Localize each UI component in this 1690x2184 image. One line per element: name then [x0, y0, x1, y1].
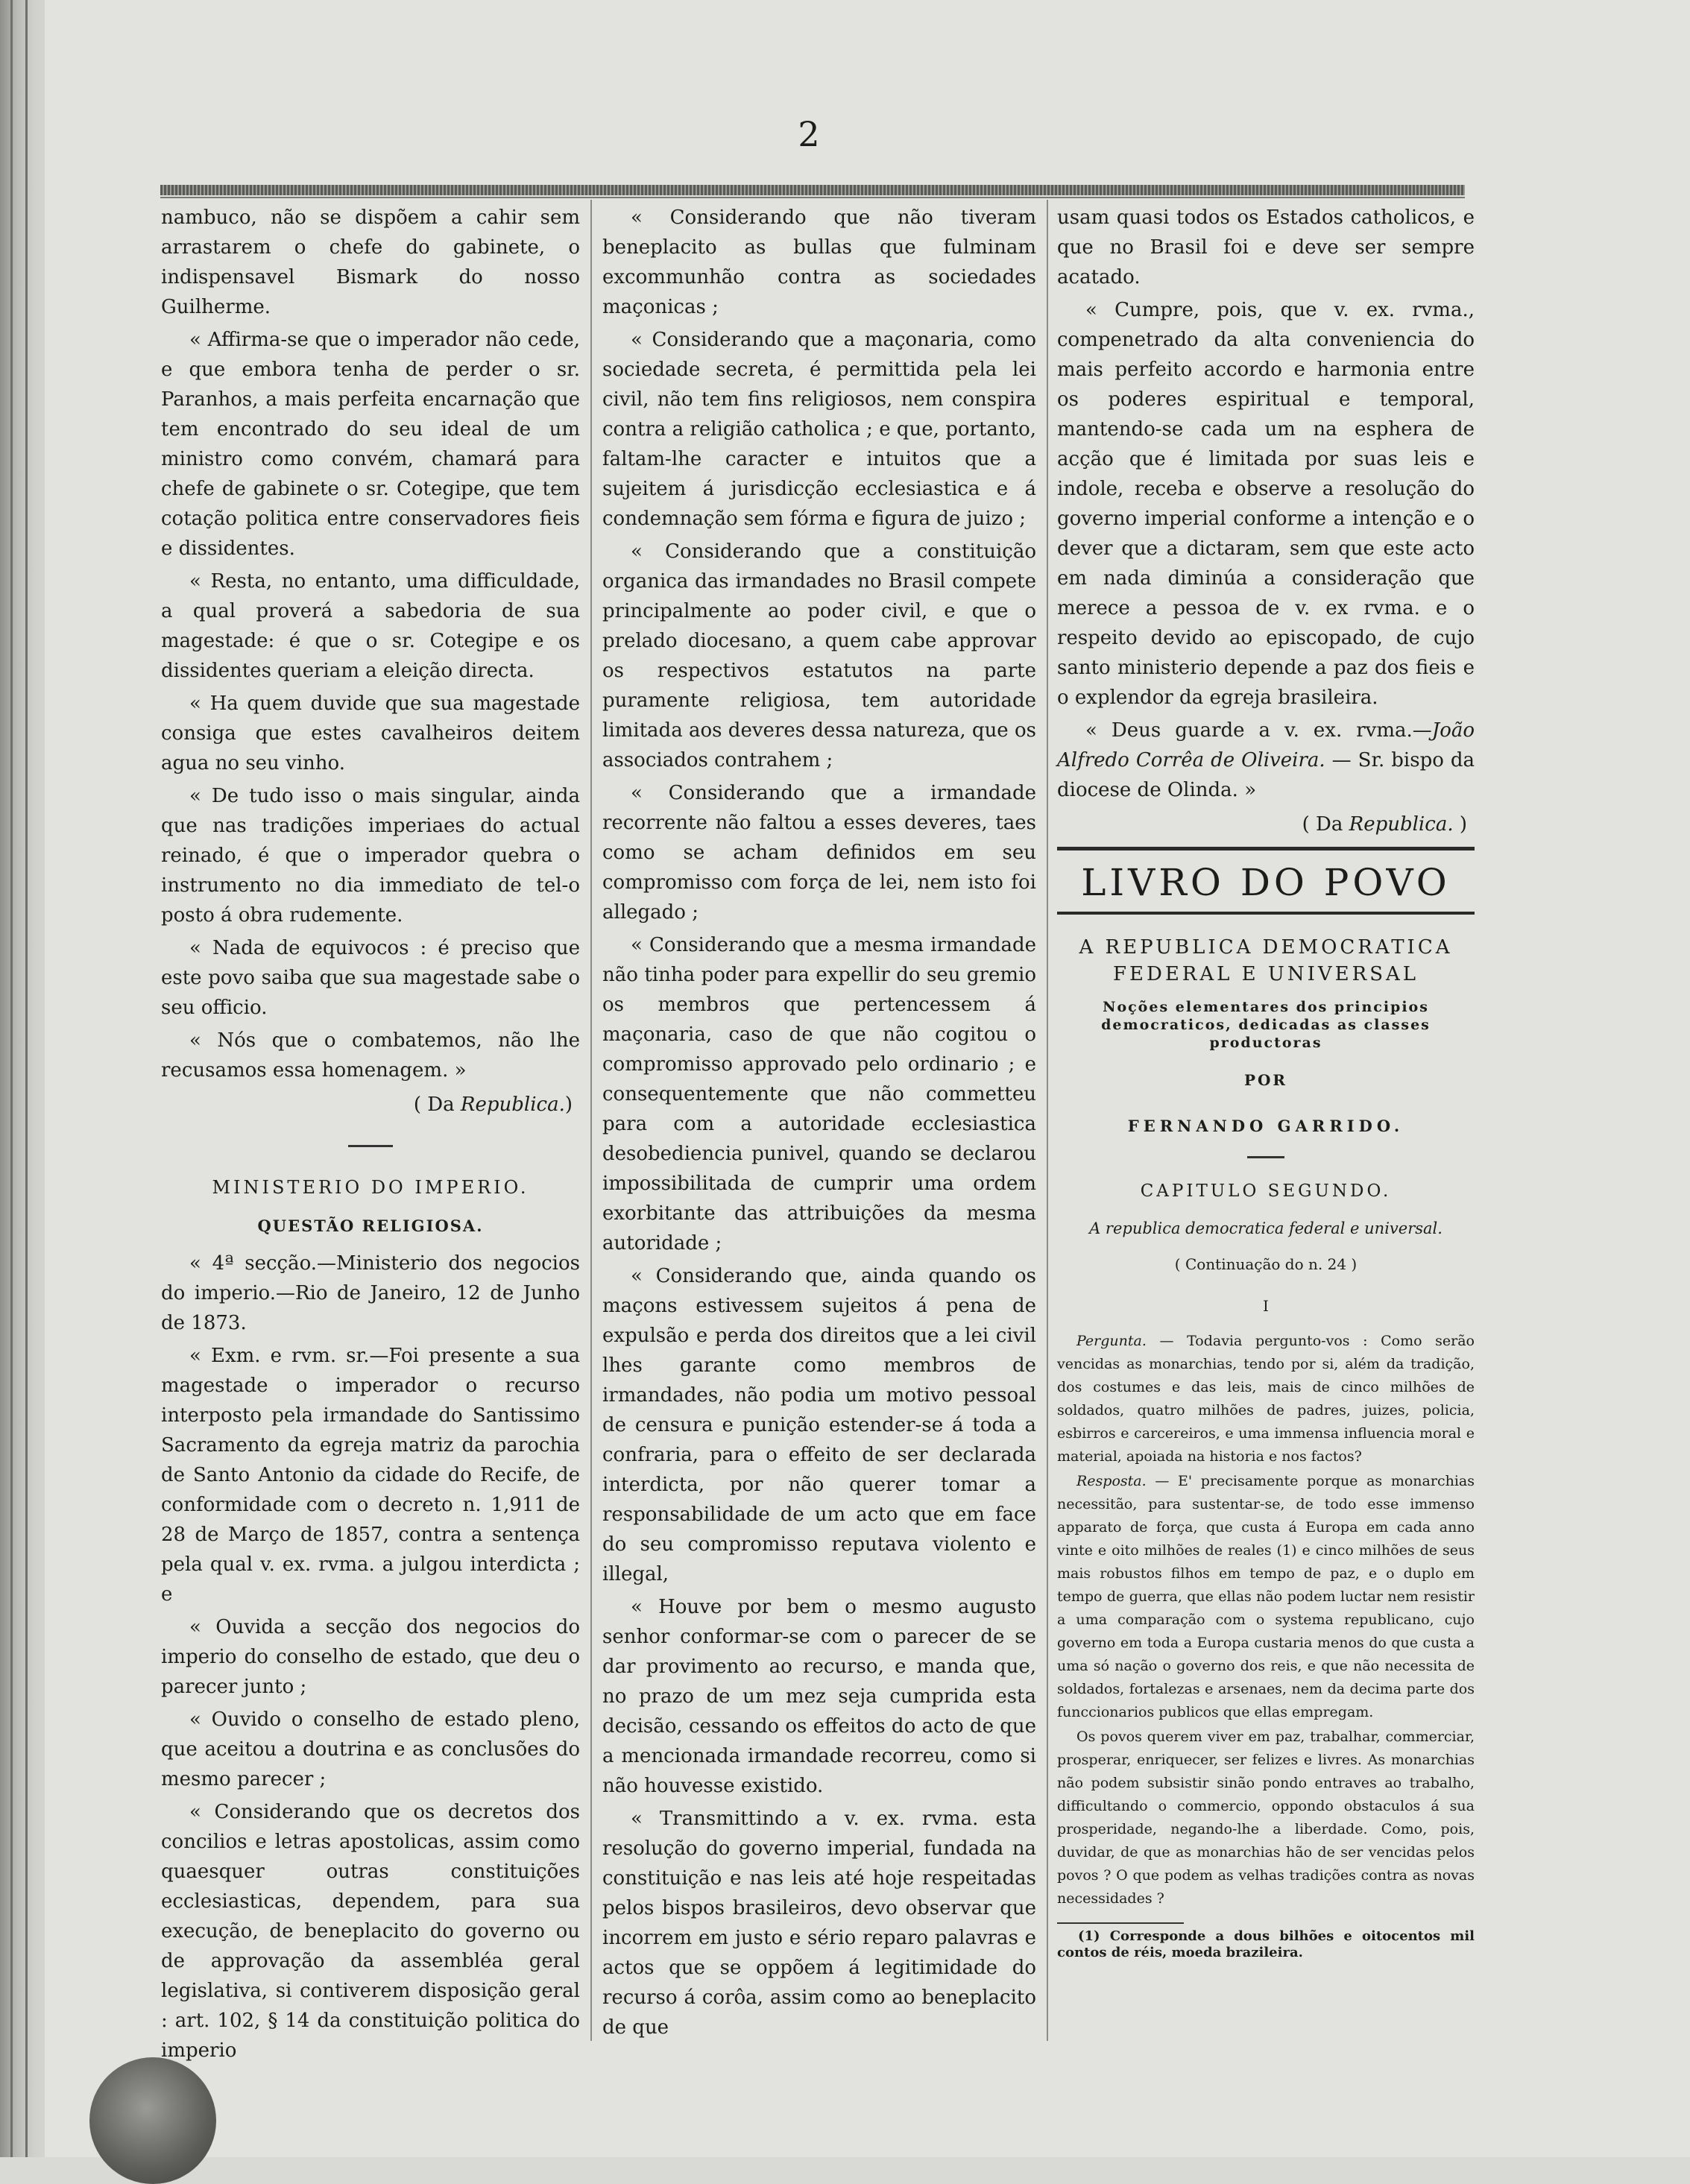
- paragraph: « Ouvido o conselho de estado pleno, que aceitou a doutrina e as conclusões do mesmo parecer ;: [161, 1708, 580, 1790]
- credit-open: ( Da: [413, 1093, 461, 1116]
- republica-subtitle: Noções elementares dos principios democraticos, dedicadas as classes productoras: [1101, 999, 1431, 1051]
- section-thick-rule: [1057, 847, 1475, 850]
- paragraph: Os povos querem viver em paz, trabalhar, commerciar, prosperar, enriquecer, ser felizes e livres. As monarchias não podem subsistir sinão pondo entraves ao trabalho, difficultando o commercio, oppondo obstaculos á sua prosperidade, negando-lhe a liberdade. Como, pois, duvidar, de que as monarchias hão de ser vencidas pelos povos ? O que podem as velhas tradições contra as novas necessidades ?: [1057, 1729, 1475, 1907]
- signatory-name: João Alfredo Corrêa de Oliveira.: [1057, 719, 1475, 771]
- separator-rule: [1247, 1156, 1284, 1158]
- paragraph: « Considerando que, ainda quando os maçons estivessem sujeitos á pena de expulsão e perda dos direitos que a lei civil lhes garante como membros de irmandades, não podia um motivo pessoal de censura e punição estender-se á toda a confraria, para o effeito de ser declarada interdicta, por não querer tomar a responsabilidade de um acto que em face do seu compromisso reputava violento e illegal,: [602, 1265, 1036, 1585]
- column-divider: [1047, 200, 1048, 2041]
- byline-por: POR: [1243, 1071, 1288, 1089]
- column-3: [1057, 203, 1475, 1961]
- paragraph: usam quasi todos os Estados catholicos, e que no Brasil foi e deve ser sempre acatado.: [1057, 206, 1475, 288]
- answer-text: — E' precisamente porque as monarchias necessitão, para sustentar-se, de todo esse immenso apparato de força, que custa á Europa em cada anno vinte e oito milhões de reales (1) e cinco milhões de seus mais robustos filhos em tempo de paz, e o duplo em tempo de guerra, que ellas não podem luctar nem resistir a uma comparação com o systema republicano, cujo governo em toda a Europa custaria menos do que custa a uma só nação o governo dos reis, e que não necessita de soldados, fortalezas e arsenaes, nem da decima parte dos funccionarios publicos que ellas empregam.: [1057, 1473, 1475, 1720]
- column-1: [161, 203, 580, 2068]
- republica-title: [1057, 934, 1475, 988]
- source-credit: [1057, 809, 1467, 839]
- section-number: I: [1263, 1297, 1269, 1315]
- source-credit: [161, 1090, 573, 1120]
- dialogue-text: [1057, 1330, 1475, 1910]
- chapter-title: CAPITULO SEGUNDO.: [1140, 1181, 1392, 1201]
- paragraph: « Exm. e rvm. sr.—Foi presente a sua magestade o imperador o recurso interposto pela irmandade do Santissimo Sacramento da egreja matriz da parochia de Santo Antonio da cidade do Recife, de conformidade com o decreto n. 1,911 de 28 de Março de 1857, contra a sentença pela qual v. ex. rvma. a julgou interdicta ; e: [161, 1345, 580, 1606]
- republica-title-line: FEDERAL E UNIVERSAL: [1112, 963, 1419, 985]
- chapter-subtitle: A republica democratica federal e universal.: [1089, 1219, 1443, 1237]
- closing-text: « Deus guarde a v. ex. rvma.—: [1085, 719, 1432, 742]
- credit-open: ( Da: [1302, 813, 1349, 836]
- thumb-shadow: [89, 2057, 216, 2184]
- section-title: MINISTERIO DO IMPERIO.: [212, 1177, 529, 1198]
- column-2: [602, 203, 1036, 2045]
- page-number: 2: [798, 114, 820, 154]
- question-text: — Todavia pergunto-vos : Como serão vencidas as monarchias, tendo por si, além da tradição, dos costumes e das leis, mais de cinco milhões de soldados, quatro milhões de padres, juizes, policia, esbirros e carcereiros, e uma immensa influencia moral e material, apoiada na historia e nos factos?: [1057, 1333, 1475, 1465]
- paragraph: « Ha quem duvide que sua magestade consiga que estes cavalheiros deitem agua no seu vinho.: [161, 692, 580, 774]
- continuation-note: ( Continuação do n. 24 ): [1174, 1255, 1358, 1273]
- author-name: FERNANDO GARRIDO.: [1127, 1117, 1404, 1135]
- paragraph: « Ouvida a secção dos negocios do imperio do conselho de estado, que deu o parecer junto ;: [161, 1616, 580, 1698]
- paragraph: « Considerando que a mesma irmandade não tinha poder para expellir do seu gremio os membros que pertencessem á maçonaria, caso de que não cogitou o compromisso approvado pelo ordinario ; e consequentemente que não commetteu para com a autoridade ecclesiastica desobediencia punivel, quando se declarou impossibilitada de cumprir uma ordem exorbitante das attribuições da mesma autoridade ;: [602, 934, 1036, 1254]
- paragraph: « Considerando que a irmandade recorrente não faltou a esses deveres, taes como se acham definidos em seu compromisso com força de lei, nem isto foi allegado ;: [602, 782, 1036, 924]
- paragraph: « Cumpre, pois, que v. ex. rvma., compenetrado da alta conveniencia do mais perfeito accordo e harmonia entre os poderes espiritual e temporal, mantendo-se cada um na esphera de acção que é limitada por suas leis e indole, receba e observe a resolução do governo imperial conforme a intenção e o dever que a dictaram, sem que este acto em nada diminúa a consideração que merece a pessoa de v. ex rvma. e o respeito devido ao episcopado, de cujo santo ministerio depende a paz dos fieis e o explendor da egreja brasileira.: [1057, 299, 1475, 709]
- paragraph: « Considerando que a maçonaria, como sociedade secreta, é permittida pela lei civil, não tem fins religiosos, nem conspira contra a religião catholica ; e que, portanto, faltam-lhe caracter e intuitos que a sujeitem á jurisdicção ecclesiastica e á condemnação sem fórma e figura de juizo ;: [602, 329, 1036, 530]
- addressee-text: — Sr. bispo da diocese de Olinda. »: [1057, 749, 1475, 801]
- livro-do-povo-title: LIVRO DO POVO: [1057, 856, 1475, 915]
- signature-paragraph: [1057, 716, 1475, 805]
- answer-label: Resposta.: [1076, 1473, 1147, 1489]
- answer-paragraph: [1057, 1470, 1475, 1724]
- paragraph: « Houve por bem o mesmo augusto senhor conformar-se com o parecer de se dar provimento ao recurso, e manda que, no prazo de um mez seja cumprida esta decisão, cessando os effeitos do acto de que a mencionada irmandade recorreu, como si não houvesse existido.: [602, 1596, 1036, 1797]
- spine-edge-line: [10, 0, 13, 2157]
- header-ornamental-rule: [160, 185, 1465, 195]
- question-paragraph: [1057, 1330, 1475, 1468]
- paragraph: nambuco, não se dispõem a cahir sem arrastarem o chefe do gabinete, o indispensavel Bismark do nosso Guilherme.: [161, 206, 580, 318]
- footnote-rule: [1057, 1922, 1184, 1924]
- credit-close: ): [564, 1093, 573, 1116]
- paragraph: « Resta, no entanto, uma difficuldade, a qual proverá a sabedoria de sua magestade: é que o sr. Cotegipe e os dissidentes queriam a eleição directa.: [161, 570, 580, 682]
- paragraph: « Considerando que não tiveram beneplacito as bullas que fulminam excommunhão contra as sociedades maçonicas ;: [602, 206, 1036, 318]
- paragraph: « Considerando que a constituição organica das irmandades no Brasil compete principalmente ao poder civil, e que o prelado diocesano, a quem cabe approvar os respectivos estatutos na parte puramente religiosa, tem autoridade limitada aos deveres dessa natureza, que os associados contrahem ;: [602, 540, 1036, 771]
- paragraph: « Affirma-se que o imperador não cede, e que embora tenha de perder o sr. Paranhos, a mais perfeita encarnação que tem encontrado do seu ideal de um ministro como convém, chamará para chefe de gabinete o sr. Cotegipe, que tem cotação politica entre conservadores fieis e dissidentes.: [161, 329, 580, 560]
- credit-close: ): [1453, 813, 1467, 836]
- paragraph: « De tudo isso o mais singular, ainda que nas tradições imperiaes do actual reinado, é que o imperador quebra o instrumento no dia immediato de tel-o posto á obra rudemente.: [161, 785, 580, 927]
- republica-title-line: A REPUBLICA DEMOCRATICA: [1079, 936, 1453, 959]
- paragraph: « Nós que o combatemos, não lhe recusamos essa homenagem. »: [161, 1029, 580, 1082]
- footnote: (1) Corresponde a dous bilhões e oitocentos mil contos de réis, moeda brazileira.: [1057, 1928, 1475, 1960]
- column-divider: [590, 200, 592, 2041]
- paragraph: « Considerando que os decretos dos concilios e letras apostolicas, assim como quaesquer outras constituições ecclesiasticas, dependem, para sua execução, de beneplacito do governo ou de approvação da assembléa geral legislativa, si contiverem disposição geral : art. 102, § 14 da constituição politica do imperio: [161, 1801, 580, 2062]
- credit-source-name: Republica.: [1349, 813, 1454, 836]
- spine-edge-line: [25, 0, 28, 2157]
- paragraph: « Transmittindo a v. ex. rvma. esta resolução do governo imperial, fundada na constituição e nas leis até hoje respeitadas pelos bispos brasileiros, devo observar que incorrem em justo e sério reparo palavras e actos que se oppõem á legitimidade do recurso á corôa, assim como ao beneplacito de que: [602, 1808, 1036, 2039]
- paragraph: « 4ª secção.—Ministerio dos negocios do imperio.—Rio de Janeiro, 12 de Junho de 1873.: [161, 1252, 580, 1334]
- question-label: Pergunta.: [1076, 1333, 1147, 1349]
- header-rule: [160, 197, 1465, 198]
- credit-source-name: Republica.: [460, 1093, 565, 1116]
- paragraph: « Nada de equivocos : é preciso que este povo saiba que sua magestade sabe o seu officio.: [161, 937, 580, 1019]
- section-separator: [348, 1145, 393, 1147]
- section-subtitle: QUESTÃO RELIGIOSA.: [257, 1216, 484, 1235]
